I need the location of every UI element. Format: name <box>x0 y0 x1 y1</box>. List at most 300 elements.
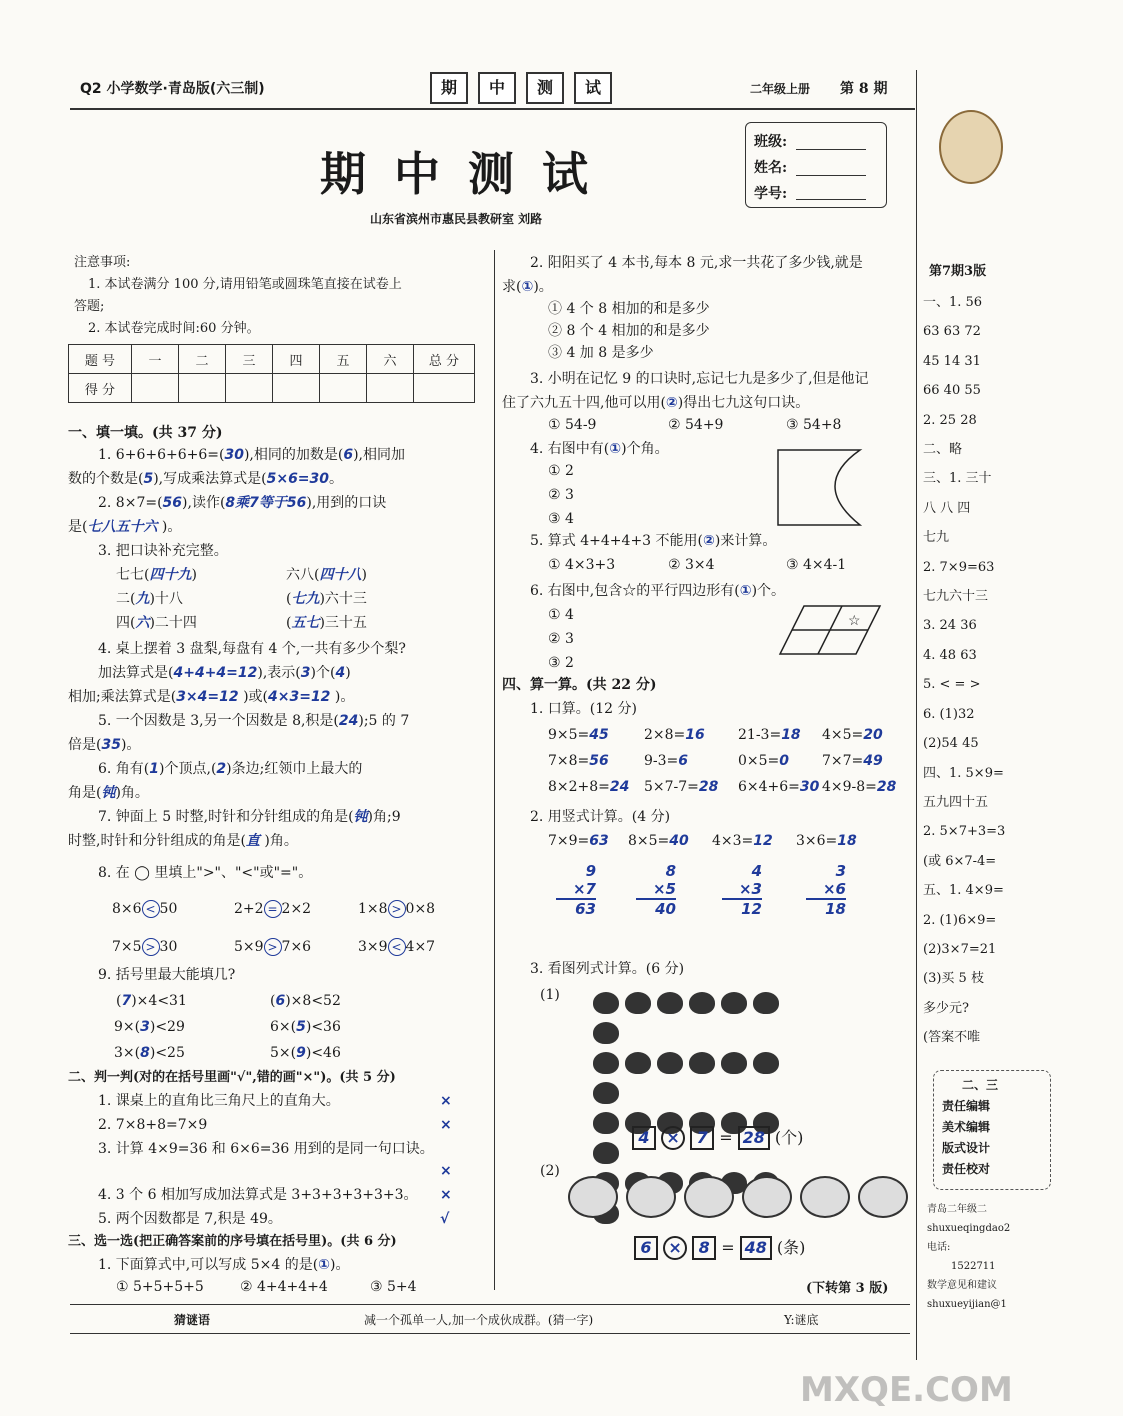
answer[interactable]: 1 <box>149 761 160 777</box>
answer[interactable]: 4×3=12 <box>268 689 331 705</box>
score-cell[interactable] <box>226 374 273 403</box>
banner <box>430 72 612 104</box>
text: 9×5= <box>548 727 590 743</box>
text: ),相同加 <box>353 447 405 463</box>
text: )六十三 <box>319 591 367 607</box>
equation-box[interactable]: 4 <box>632 1126 656 1150</box>
text: 6. 右图中,包含☆的平行四边形有( <box>530 583 740 599</box>
side-line: 七九六十三 <box>923 589 989 605</box>
staff-line: 责任编辑 <box>942 1099 991 1113</box>
equation-box[interactable]: × <box>661 1126 685 1150</box>
riddle-text: 减一个孤单一人,加一个成伙成群。(猜一字) <box>364 1313 594 1327</box>
banner-char: 中 <box>478 72 516 104</box>
judge-item: 3. 计算 4×9=36 和 6×6=36 用到的是同一句口诀。 <box>98 1141 434 1157</box>
answer[interactable]: 30 <box>799 779 820 795</box>
header-left: Q2 小学数学·青岛版(六三制) <box>80 81 265 97</box>
answer[interactable]: 四十九 <box>149 567 192 583</box>
koujue-row <box>116 612 197 634</box>
answer[interactable]: 4+4+4=12 <box>173 665 258 681</box>
answer[interactable]: 18 <box>781 727 801 743</box>
text: 住了六九五十四,他可以用( <box>502 395 666 411</box>
text: 8×2+8= <box>548 779 610 795</box>
score-head: 题 号 <box>69 345 132 374</box>
answer[interactable]: 七九 <box>291 591 320 607</box>
name-line[interactable] <box>796 175 866 176</box>
text: ) <box>345 665 351 681</box>
choice-q5 <box>530 530 776 552</box>
q4-title: 4. 桌上摆着 3 盘梨,每盘有 4 个,一共有多少个梨? <box>98 641 406 657</box>
text: 7×6 <box>281 939 312 955</box>
unit: (个) <box>774 1128 804 1147</box>
text: 7×9= <box>548 833 590 849</box>
staff-box <box>933 1070 1051 1190</box>
answer[interactable]: 8 <box>140 1045 150 1061</box>
text: 5×7-7= <box>644 779 699 795</box>
text: 七七( <box>116 567 150 583</box>
digit: 40 <box>636 898 676 918</box>
picture-title: 3. 看图列式计算。(6 分) <box>530 961 685 977</box>
text: );5 的 7 <box>358 713 410 729</box>
compare-row <box>234 936 311 958</box>
option: ① 4 个 8 相加的和是多少 <box>548 301 710 317</box>
side-line: 5. < = > <box>923 677 981 693</box>
contact-line: shuxueyijian@1 <box>927 1299 1007 1310</box>
side-line: 二、略 <box>923 442 963 458</box>
side-line: 五、1. 4×9= <box>923 883 1004 899</box>
answer[interactable]: ① <box>739 583 752 599</box>
q3-title: 3. 把口诀补充完整。 <box>98 543 228 559</box>
text: 3×6= <box>796 833 838 849</box>
choice-q4 <box>530 438 669 460</box>
answer[interactable]: 6 <box>275 993 286 1009</box>
text: 50 <box>159 901 178 917</box>
vertical-work[interactable] <box>556 862 596 918</box>
text: )条边;红领巾上最大的 <box>226 761 363 777</box>
q8-title: 8. 在 ◯ 里填上">"、"<"或"="。 <box>98 865 313 881</box>
answer[interactable]: 0 <box>779 753 790 769</box>
judge-answer[interactable]: × <box>440 1093 452 1109</box>
compare-circle[interactable]: > <box>388 900 406 918</box>
text: )<25 <box>149 1045 185 1061</box>
text: )。 <box>330 1257 350 1273</box>
side-title: 第7期3版 <box>929 264 987 279</box>
answer[interactable]: 七八五十六 <box>87 519 158 535</box>
oral-item <box>548 724 609 746</box>
text: 0×8 <box>405 901 436 917</box>
text: 六八( <box>286 567 320 583</box>
text: 数的个数是( <box>68 471 144 487</box>
side-line: 三、1. 三十 <box>923 471 992 487</box>
q7-line1 <box>98 806 401 828</box>
equation-box[interactable]: 7 <box>690 1126 714 1150</box>
oral-item <box>822 750 883 772</box>
answer[interactable]: 56 <box>589 753 609 769</box>
answer[interactable]: 6 <box>343 447 354 463</box>
answer[interactable]: 5 <box>296 1019 306 1035</box>
digit: ×3 <box>738 880 762 898</box>
note-1: 1. 本试卷满分 100 分,请用铅笔或圆珠笔直接在试卷上 <box>88 277 402 292</box>
contact-line: shuxueqingdao2 <box>927 1223 1011 1234</box>
answer[interactable]: 钝 <box>353 809 368 825</box>
text: )十八 <box>149 591 183 607</box>
contact-line: 电话: <box>927 1242 951 1253</box>
digit: 3 <box>835 862 846 880</box>
vertical-item <box>548 830 609 852</box>
note-2: 2. 本试卷完成时间:60 分钟。 <box>88 321 260 336</box>
answer[interactable]: ① <box>521 279 534 295</box>
class-label: 班级: <box>754 134 788 150</box>
judge-answer[interactable]: × <box>440 1117 452 1133</box>
answer[interactable]: 九 <box>135 591 150 607</box>
answer[interactable]: 3 <box>300 665 311 681</box>
option: ③ 4×4-1 <box>786 557 847 573</box>
judge-answer[interactable]: × <box>440 1187 452 1203</box>
vertical-title: 2. 用竖式计算。(4 分) <box>530 809 671 825</box>
text: 2×8= <box>644 727 686 743</box>
oral-item <box>548 750 609 772</box>
name-label: 姓名: <box>754 160 788 176</box>
text: ( <box>286 615 292 631</box>
id-label: 学号: <box>754 186 788 202</box>
text: )。 <box>157 519 182 535</box>
compare-circle[interactable]: > <box>264 938 282 956</box>
text: 1. 6+6+6+6+6=( <box>98 447 225 463</box>
answer[interactable]: 5 <box>143 471 154 487</box>
answer[interactable]: 30 <box>224 447 244 463</box>
answer[interactable]: 5×6=30 <box>266 471 330 487</box>
side-line: 2. (1)6×9= <box>923 912 997 928</box>
score-cell[interactable] <box>367 374 414 403</box>
text: 二( <box>116 591 136 607</box>
q1-line1 <box>98 444 405 466</box>
equation-box[interactable]: 8 <box>692 1236 716 1260</box>
answer[interactable]: 钝 <box>101 785 116 801</box>
fill-max <box>116 990 187 1012</box>
text: )<46 <box>305 1045 341 1061</box>
score-head: 五 <box>320 345 367 374</box>
equation-box[interactable]: 6 <box>634 1236 658 1260</box>
id-line[interactable] <box>796 199 866 200</box>
compare-row <box>358 936 435 958</box>
equation-box[interactable]: 48 <box>740 1236 772 1260</box>
text: 四( <box>116 615 136 631</box>
svg-text:☆: ☆ <box>848 613 861 629</box>
option: ① 5+5+5+5 <box>116 1279 204 1295</box>
note-1b: 答题; <box>74 299 105 314</box>
answer[interactable]: 28 <box>876 779 897 795</box>
text: 2. 8×7=( <box>98 495 163 511</box>
text: 7×8= <box>548 753 590 769</box>
text: ( <box>286 591 292 607</box>
answer[interactable]: 9 <box>296 1045 306 1061</box>
side-line: 66 40 55 <box>923 383 981 399</box>
digit: 63 <box>556 898 596 918</box>
staff-line: 美术编辑 <box>942 1120 991 1134</box>
option: ② 8 个 4 相加的和是多少 <box>548 323 710 339</box>
answer[interactable]: 28 <box>698 779 719 795</box>
answer[interactable]: 24 <box>338 713 359 729</box>
answer[interactable]: ② <box>703 533 715 549</box>
answer[interactable]: 四十八 <box>319 567 362 583</box>
score-head: 四 <box>273 345 320 374</box>
text: )来计算。 <box>714 533 777 549</box>
text: 9-3= <box>644 753 679 769</box>
side-line: 多少元? <box>923 1000 969 1016</box>
option: ② 4+4+4+4 <box>240 1279 328 1295</box>
vertical-item <box>796 830 857 852</box>
riddle-answer: Y:谜底 <box>784 1313 819 1327</box>
score-cell[interactable] <box>132 374 179 403</box>
answer[interactable]: 16 <box>685 727 705 743</box>
text: ( <box>116 993 122 1009</box>
option: ③ 54+8 <box>786 417 842 433</box>
text: )<36 <box>305 1019 341 1035</box>
oral-item <box>738 724 801 746</box>
answer[interactable]: 7 <box>121 993 132 1009</box>
answer[interactable]: 3×4=12 <box>176 689 239 705</box>
page-title: 期 中 测 试 <box>320 147 595 201</box>
text: 1. 下面算式中,可以写成 5×4 的是( <box>98 1257 319 1273</box>
riddle-label: 猜谜语 <box>174 1313 211 1327</box>
staff-line: 二、三 <box>962 1078 999 1092</box>
text: )。 <box>330 689 355 705</box>
text: ),相同的加数是( <box>243 447 344 463</box>
picture-2-label: (2) <box>540 1163 560 1179</box>
parallelogram-figure <box>776 600 886 660</box>
q4-line1 <box>98 662 351 684</box>
q6-line2 <box>68 782 149 804</box>
picture-1-label: (1) <box>540 987 560 1003</box>
section-4-title: 四、算一算。(共 22 分) <box>502 677 657 693</box>
compare-row <box>112 898 177 920</box>
text: 3×( <box>114 1045 141 1061</box>
contact-line: 青岛二年级二 <box>927 1204 987 1215</box>
answer[interactable]: 35 <box>101 737 121 753</box>
fill-max <box>270 1042 341 1064</box>
text: ( <box>270 993 276 1009</box>
footer-bar <box>70 1304 910 1334</box>
score-cell[interactable] <box>179 374 226 403</box>
digit: 12 <box>722 898 762 918</box>
answer[interactable]: 45 <box>589 727 609 743</box>
compare-circle[interactable]: < <box>142 900 160 918</box>
vertical-work[interactable] <box>806 862 846 918</box>
picture-1-equation: 4 × 7 = 28 (个) <box>632 1126 803 1150</box>
text: 2×2 <box>281 901 312 917</box>
score-head: 一 <box>132 345 179 374</box>
side-line: 4. 48 63 <box>923 647 977 663</box>
compare-circle[interactable]: > <box>142 938 160 956</box>
choice-q1 <box>98 1254 350 1276</box>
text: ),读作( <box>182 495 226 511</box>
digit: 18 <box>806 898 846 918</box>
choice-q3b <box>502 392 809 414</box>
text: 倍是( <box>68 737 102 753</box>
score-cell[interactable] <box>273 374 320 403</box>
text: 30 <box>159 939 178 955</box>
answer[interactable]: 3 <box>140 1019 150 1035</box>
digit: 8 <box>665 862 676 880</box>
text: )得出七九这句口诀。 <box>677 395 810 411</box>
judge-item: 5. 两个因数都是 7,积是 49。 <box>98 1211 282 1227</box>
text: 4×5= <box>822 727 864 743</box>
side-line: 2. 7×9=63 <box>923 559 995 575</box>
answer[interactable]: 49 <box>863 753 883 769</box>
text: 8×6 <box>112 901 142 917</box>
text: )角。 <box>115 785 149 801</box>
side-line: 一、1. 56 <box>923 295 983 310</box>
compare-row <box>234 898 311 920</box>
answer[interactable]: ② <box>665 395 678 411</box>
answer[interactable]: 2 <box>216 761 227 777</box>
text: 0×5= <box>738 753 780 769</box>
q9-title: 9. 括号里最大能填几? <box>98 967 236 983</box>
text: 6×( <box>270 1019 297 1035</box>
answer[interactable]: 六 <box>135 615 150 631</box>
oral-item <box>644 750 688 772</box>
text: 5. 一个因数是 3,另一个因数是 8,积是( <box>98 713 339 729</box>
answer[interactable]: 4 <box>335 665 346 681</box>
banner-char: 试 <box>574 72 612 104</box>
equation-box[interactable]: × <box>663 1236 687 1260</box>
oral-item <box>644 776 718 798</box>
judge-answer[interactable]: × <box>440 1163 452 1179</box>
score-cell[interactable] <box>414 374 475 403</box>
text: 角是( <box>68 785 102 801</box>
answer[interactable]: 63 <box>589 833 609 849</box>
text: 5×( <box>270 1045 297 1061</box>
text: )。 <box>533 279 553 295</box>
text: )<29 <box>149 1019 185 1035</box>
digit: 9 <box>585 862 596 880</box>
text: 4. 右图中有( <box>530 441 610 457</box>
oral-item <box>822 776 896 798</box>
q7-line2 <box>68 830 298 852</box>
compare-row <box>112 936 177 958</box>
section-1-title: 一、填一填。(共 37 分) <box>68 425 223 441</box>
option: ② 3 <box>548 487 574 503</box>
text: ) <box>191 567 197 583</box>
side-line: (3)买 5 枝 <box>923 971 984 987</box>
text: )个( <box>310 665 336 681</box>
text: )个角。 <box>621 441 669 457</box>
text: 6×4+6= <box>738 779 800 795</box>
answer[interactable]: 40 <box>669 833 689 849</box>
compare-circle[interactable]: = <box>264 900 282 918</box>
answer[interactable]: 20 <box>863 727 883 743</box>
side-line: 2. 25 28 <box>923 412 977 428</box>
text: )。 <box>120 737 141 753</box>
answer[interactable]: 6 <box>678 753 689 769</box>
text: ),表示( <box>257 665 301 681</box>
side-line: (或 6×7-4= <box>923 853 997 869</box>
fill-max <box>270 1016 341 1038</box>
text: )或( <box>238 689 268 705</box>
answer[interactable]: 五七 <box>291 615 320 631</box>
equation-box[interactable]: 28 <box>738 1126 770 1150</box>
text: 7×5 <box>112 939 142 955</box>
text: 。 <box>329 471 344 487</box>
student-info-box <box>745 122 887 208</box>
koujue-row <box>286 612 367 634</box>
column-divider <box>494 250 495 1290</box>
koujue-row <box>116 564 197 586</box>
digit: ×6 <box>822 880 846 898</box>
judge-item: 2. 7×8+8=7×9 <box>98 1117 208 1133</box>
option: ② 3×4 <box>668 557 715 573</box>
side-line: 63 63 72 <box>923 324 981 340</box>
digit: ×7 <box>572 880 596 898</box>
text: 5. 算式 4+4+4+3 不能用( <box>530 533 703 549</box>
answer[interactable]: 18 <box>837 833 857 849</box>
side-line: 五九四十五 <box>923 794 989 810</box>
oral-item <box>822 724 883 746</box>
text: 时整,时针和分针组成的角是( <box>68 833 246 849</box>
compare-circle[interactable]: < <box>388 938 406 956</box>
koujue-row <box>116 588 183 610</box>
author: 山东省滨州市惠民县教研室 刘路 <box>370 212 543 226</box>
judge-item: 4. 3 个 6 相加写成加法算式是 3+3+3+3+3+3。 <box>98 1187 418 1203</box>
q1-line2 <box>68 468 343 490</box>
score-cell[interactable] <box>320 374 367 403</box>
score-head: 总 分 <box>414 345 475 374</box>
answer[interactable]: 直 <box>245 833 260 849</box>
q4-line2 <box>68 686 354 708</box>
text: 4×9-8= <box>822 779 877 795</box>
judge-item: 1. 课桌上的直角比三角尺上的直角大。 <box>98 1093 340 1109</box>
judge-answer[interactable]: √ <box>440 1211 450 1227</box>
staff-line: 责任校对 <box>942 1162 991 1176</box>
answer[interactable]: 56 <box>162 495 183 511</box>
class-line[interactable] <box>796 149 866 150</box>
option: ③ 4 加 8 是多少 <box>548 345 654 361</box>
text: )个。 <box>751 583 786 599</box>
option: ① 4 <box>548 607 574 623</box>
side-line: (2)3×7=21 <box>923 941 997 957</box>
option: ③ 4 <box>548 511 574 527</box>
side-answers <box>923 288 1123 1053</box>
vertical-work[interactable] <box>636 862 676 918</box>
option: ① 4×3+3 <box>548 557 616 573</box>
oral-item <box>548 776 629 798</box>
text: 4×3= <box>712 833 754 849</box>
answer[interactable]: 12 <box>753 833 773 849</box>
text: )角;9 <box>367 809 401 825</box>
text: )三十五 <box>319 615 367 631</box>
fill-max <box>114 1042 185 1064</box>
option: ① 2 <box>548 463 574 479</box>
choice-q6 <box>530 580 785 602</box>
answer[interactable]: ① <box>609 441 622 457</box>
answer[interactable]: 24 <box>609 779 630 795</box>
option: ③ 5+4 <box>370 1279 417 1295</box>
answer[interactable]: ① <box>318 1257 331 1273</box>
option: ② 54+9 <box>668 417 724 433</box>
text: )个顶点,( <box>159 761 217 777</box>
text: )二十四 <box>149 615 197 631</box>
issue: 第 8 期 <box>840 81 888 97</box>
text: 7. 钟面上 5 时整,时针和分针组成的角是( <box>98 809 354 825</box>
banner-char: 测 <box>526 72 564 104</box>
vertical-work[interactable] <box>722 862 762 918</box>
choice-q2: 2. 阳阳买了 4 本书,每本 8 元,求一共花了多少钱,就是 <box>530 255 863 271</box>
side-line: (2)54 45 <box>923 736 979 752</box>
section-2-title: 二、判一判(对的在括号里画"√",错的画"×")。(共 5 分) <box>68 1070 396 1085</box>
text: 3×9 <box>358 939 388 955</box>
text: 相加;乘法算式是( <box>68 689 177 705</box>
answer[interactable]: 8乘7等于56 <box>225 495 307 511</box>
koujue-row <box>286 588 367 610</box>
